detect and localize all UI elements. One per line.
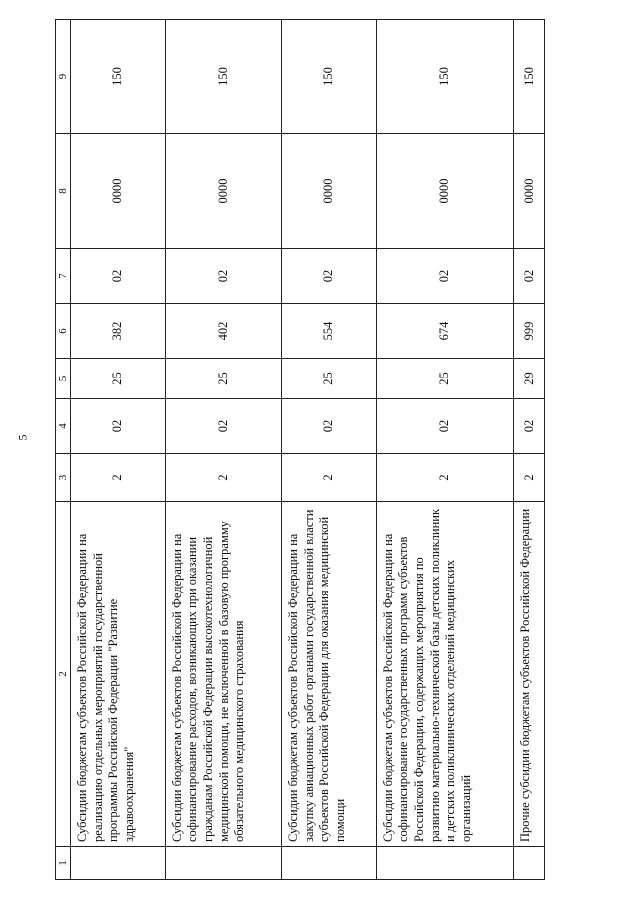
table-row	[71, 20, 166, 880]
code-cell: 0000	[281, 134, 376, 249]
code-cell: 25	[376, 359, 513, 399]
code-cell: 674	[376, 304, 513, 359]
row-index-cell	[514, 847, 545, 880]
code-cell: 02	[514, 249, 545, 304]
row-index-cell	[281, 847, 376, 880]
code-cell: 150	[165, 20, 281, 134]
column-number: 1	[56, 847, 71, 880]
code-cell: 2	[281, 454, 376, 502]
table-row	[281, 20, 376, 880]
description-cell: Прочие субсидии бюджетам субъектов Российской Федерации	[514, 502, 545, 847]
code-cell: 150	[281, 20, 376, 134]
column-number-row	[56, 20, 71, 880]
row-index-cell	[71, 847, 166, 880]
table-row	[165, 20, 281, 880]
code-cell: 0000	[376, 134, 513, 249]
code-cell: 382	[71, 304, 166, 359]
table-row	[514, 20, 545, 880]
rotated-table-wrapper	[55, 20, 545, 880]
code-cell: 25	[165, 359, 281, 399]
code-cell: 02	[165, 399, 281, 454]
description-cell: Субсидии бюджетам субъектов Российской Федерации на софинансирование расходов, возникающих при оказании гражданам Российской Федерации высокотехнологичной медицинской помощи, не включенной в базовую программу обязательного медицинского страхования	[165, 502, 281, 847]
code-cell: 150	[376, 20, 513, 134]
code-cell: 02	[71, 399, 166, 454]
code-cell: 02	[376, 399, 513, 454]
page-number: 5	[15, 434, 30, 441]
column-number: 7	[56, 249, 71, 304]
code-cell: 25	[71, 359, 166, 399]
budget-classification-table	[55, 19, 545, 880]
code-cell: 0000	[71, 134, 166, 249]
description-cell: Субсидии бюджетам субъектов Российской Федерации на реализацию отдельных мероприятий государственной программы Российской Федерации "Развитие здравоохранения"	[71, 502, 166, 847]
code-cell: 02	[71, 249, 166, 304]
code-cell: 25	[281, 359, 376, 399]
code-cell: 02	[165, 249, 281, 304]
column-number: 5	[56, 359, 71, 399]
code-cell: 29	[514, 359, 545, 399]
column-number: 8	[56, 134, 71, 249]
code-cell: 02	[281, 399, 376, 454]
code-cell: 402	[165, 304, 281, 359]
code-cell: 2	[165, 454, 281, 502]
code-cell: 999	[514, 304, 545, 359]
code-cell: 150	[514, 20, 545, 134]
column-number: 9	[56, 20, 71, 134]
column-number: 3	[56, 454, 71, 502]
code-cell: 02	[514, 399, 545, 454]
code-cell: 150	[71, 20, 166, 134]
column-number: 4	[56, 399, 71, 454]
row-index-cell	[165, 847, 281, 880]
code-cell: 02	[281, 249, 376, 304]
code-cell: 02	[376, 249, 513, 304]
description-cell: Субсидии бюджетам субъектов Российской Федерации на закупку авиационных работ органами государственной власти субъектов Российской Федерации для оказания медицинской помощи	[281, 502, 376, 847]
table-row	[376, 20, 513, 880]
code-cell: 554	[281, 304, 376, 359]
code-cell: 2	[71, 454, 166, 502]
code-cell: 2	[376, 454, 513, 502]
column-number: 6	[56, 304, 71, 359]
column-number: 2	[56, 502, 71, 847]
row-index-cell	[376, 847, 513, 880]
code-cell: 0000	[165, 134, 281, 249]
code-cell: 0000	[514, 134, 545, 249]
description-cell: Субсидии бюджетам субъектов Российской Федерации на софинансирование государственных программ субъектов Российской Федерации, содержащих мероприятия по развитию материально-технической базы детских поликлиник и детских поликлинических отделений медицинских организаций	[376, 502, 513, 847]
code-cell: 2	[514, 454, 545, 502]
